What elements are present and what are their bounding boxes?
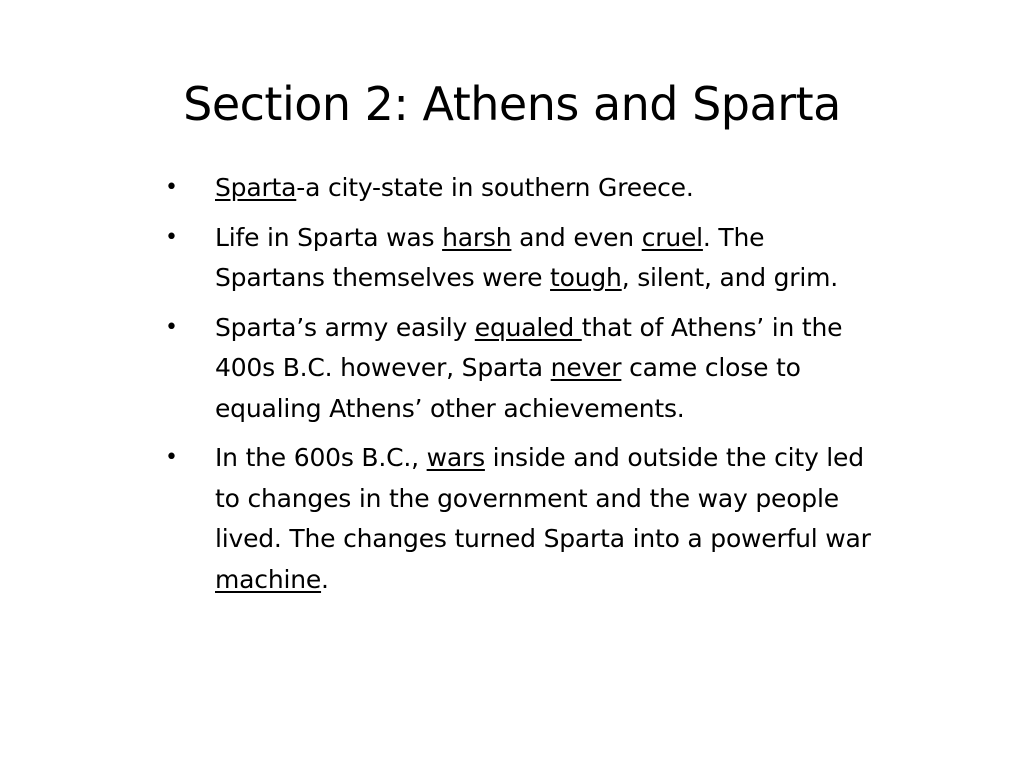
- underlined-term: cruel: [641, 222, 703, 252]
- bullet-text: -a city-state in southern Greece.: [296, 173, 694, 202]
- underlined-term: Sparta: [215, 173, 297, 202]
- bullet-dot-icon: •: [165, 175, 178, 200]
- underlined-term: machine: [215, 564, 322, 594]
- bullet-text: and even: [511, 222, 642, 252]
- underlined-term: tough: [550, 263, 622, 292]
- underlined-term: equaled: [474, 312, 582, 342]
- bullet-dot-icon: •: [165, 224, 178, 250]
- bullet-item: [165, 438, 875, 600]
- underlined-term: wars: [426, 443, 485, 472]
- bullet-text: , silent, and grim.: [621, 263, 839, 292]
- bullet-dot-icon: •: [165, 445, 178, 470]
- bullet-text: inside and outside the city led to changes in the government and the way people lived. The changes turned Sparta into a powerful war: [215, 443, 871, 553]
- bullet-text: In the 600s B.C.,: [215, 443, 427, 472]
- bullet-text: Sparta’s army easily: [215, 312, 475, 342]
- bullet-text: . The Spartans themselves were: [215, 222, 765, 292]
- bullet-text: .: [321, 564, 329, 594]
- bullet-list: [165, 168, 875, 609]
- underlined-term: never: [550, 353, 622, 382]
- underlined-term: harsh: [442, 222, 512, 252]
- bullet-item: [165, 168, 875, 209]
- bullet-dot-icon: •: [165, 314, 178, 340]
- slide-title: Section 2: Athens and Sparta: [183, 77, 841, 131]
- bullet-item: [165, 218, 875, 299]
- bullet-text: that of Athens’ in the 400s B.C. however, Sparta: [215, 312, 843, 382]
- bullet-text: came close to equaling Athens’ other achievements.: [215, 353, 801, 423]
- bullet-text: Life in Sparta was: [215, 222, 443, 252]
- bullet-item: [165, 308, 875, 430]
